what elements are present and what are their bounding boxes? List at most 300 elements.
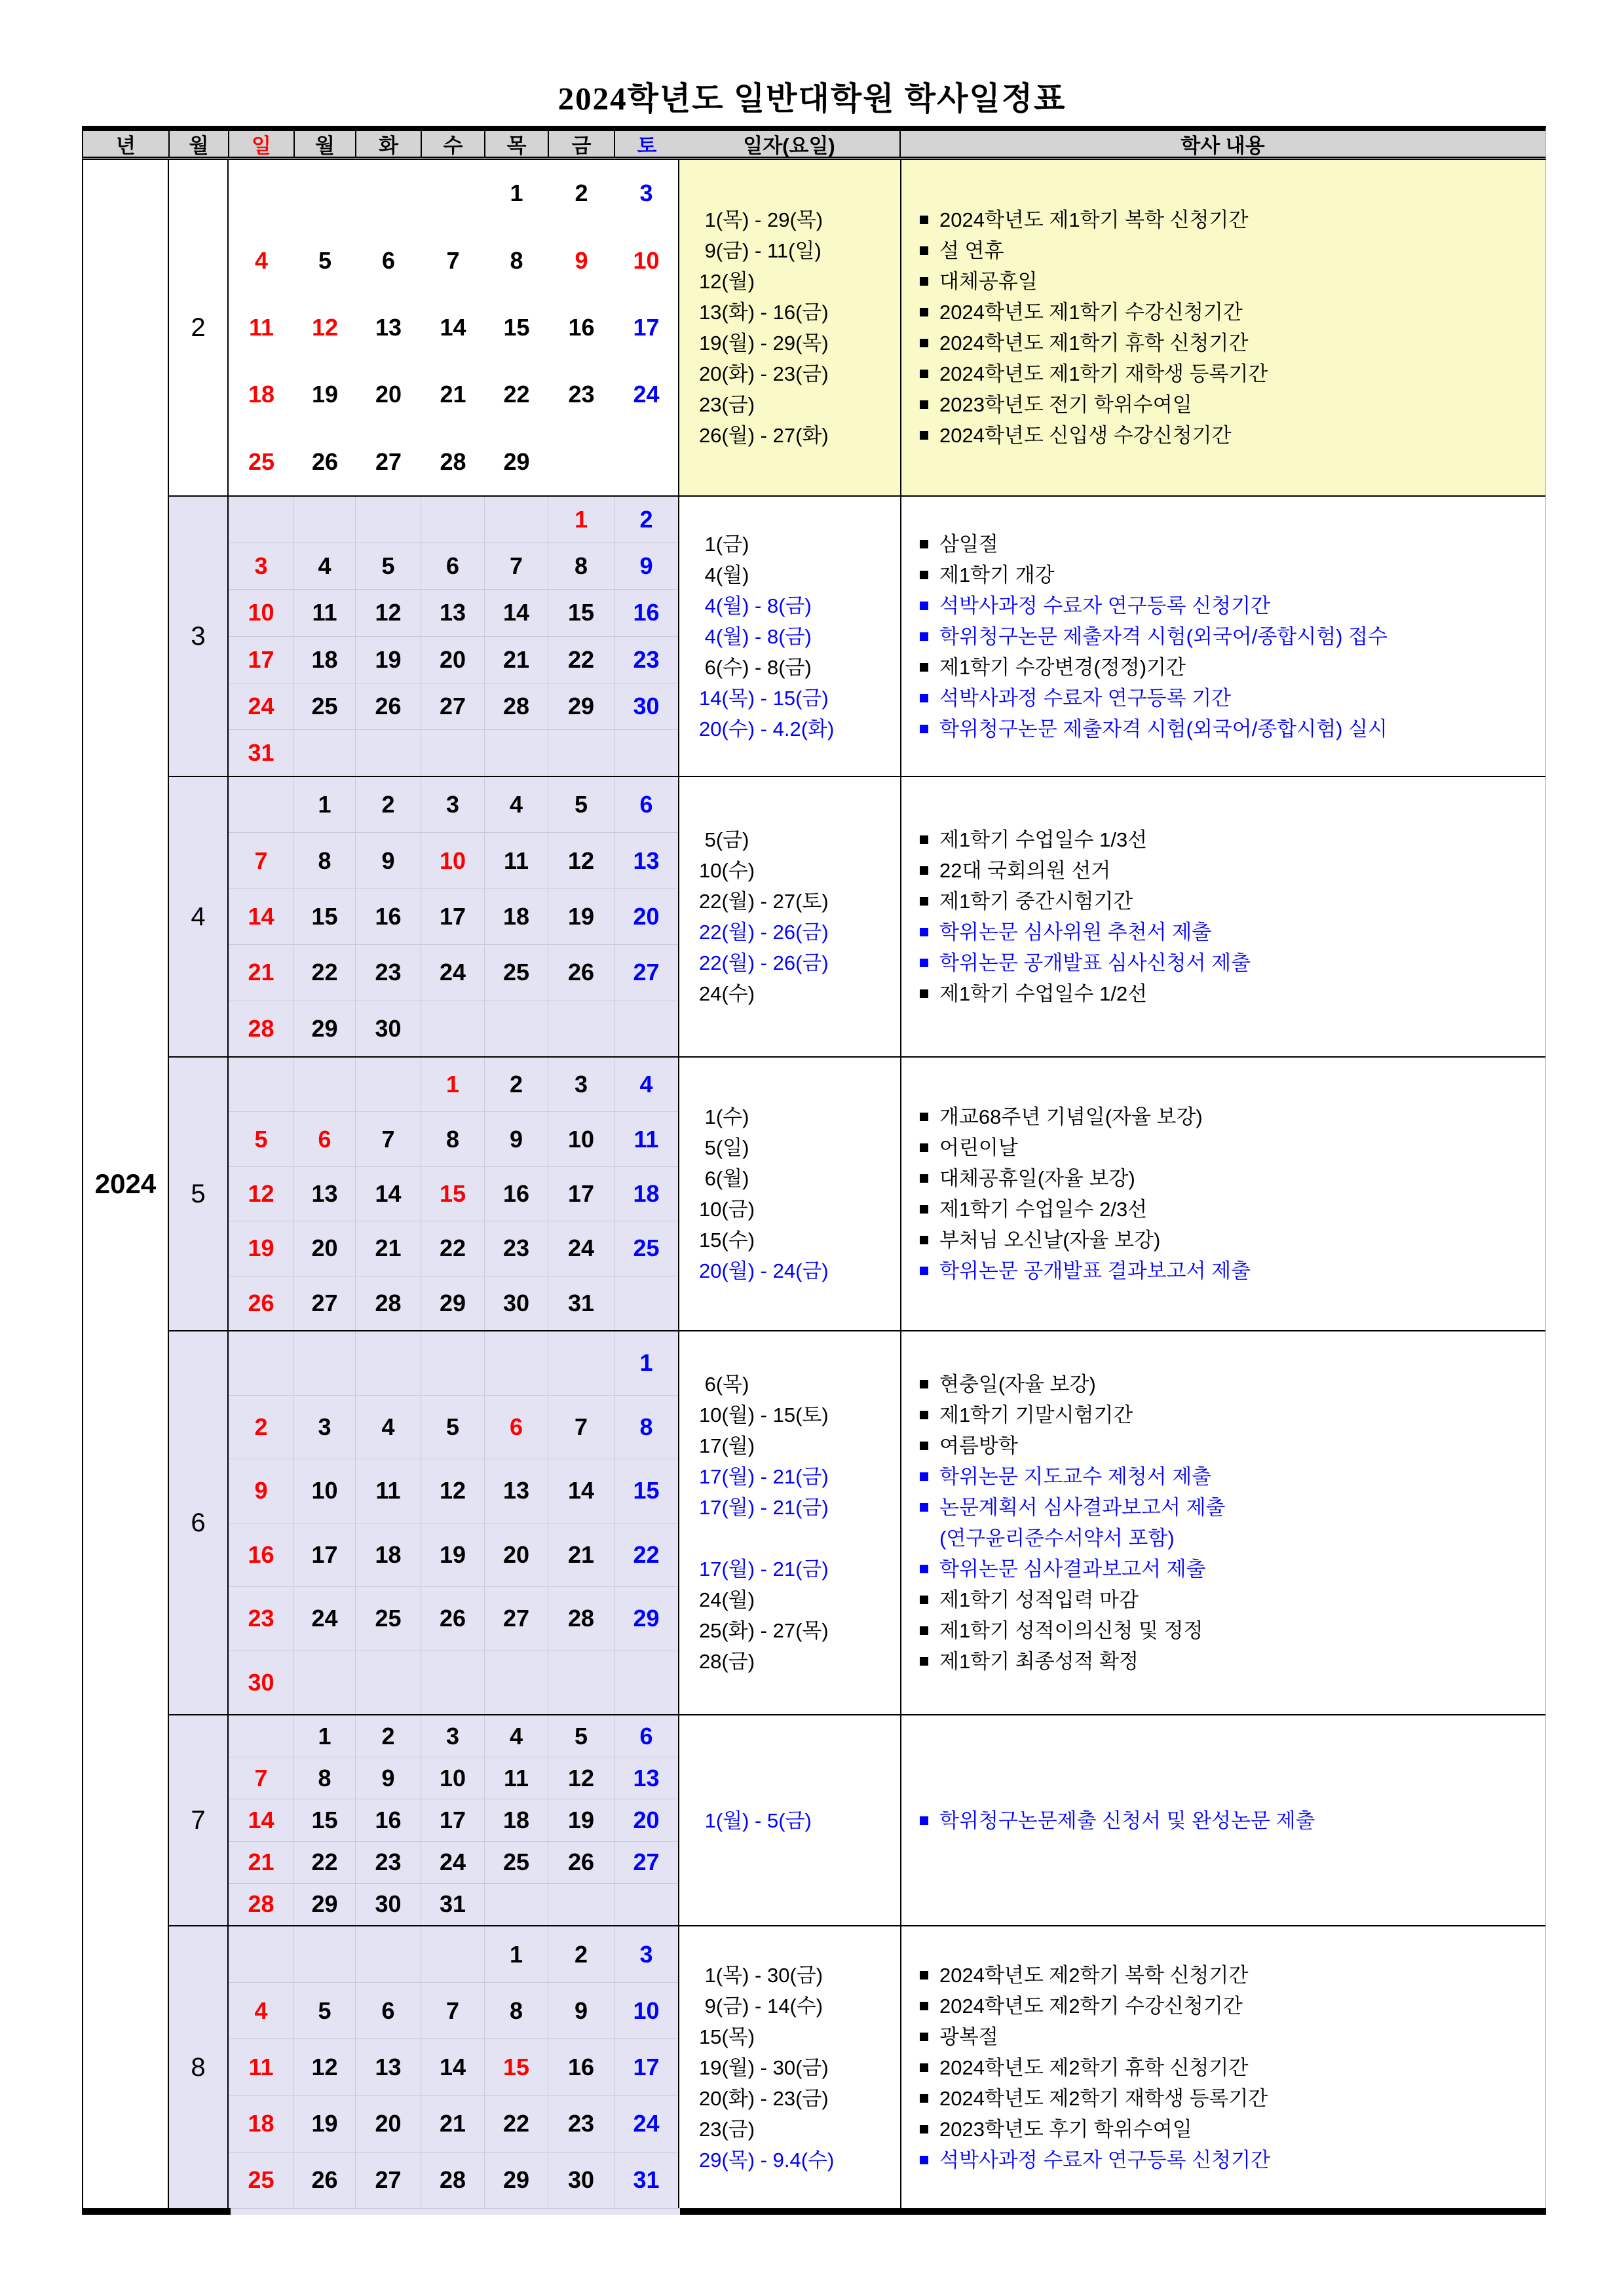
day-cell: 23 [485,1221,548,1275]
event-item [920,1584,1545,1615]
date-item: 6(수) - 8(금) [699,655,812,679]
day-cell: 9 [356,1757,421,1799]
day-cell [229,1715,294,1757]
bullet-square-icon [920,2002,928,2010]
week-row [229,1276,678,1330]
day-cell: 15 [294,1799,356,1841]
day-cell [229,497,294,543]
day-cell: 4 [229,1983,294,2038]
day-cell [294,1331,356,1395]
day-cell: 26 [548,1842,614,1883]
day-cell [421,730,485,776]
day-cell: 26 [356,683,421,729]
date-item: 20(화) - 23(금) [699,2086,829,2110]
day-cell [614,1884,678,1925]
day-cell: 8 [639,1413,653,1440]
day-cell: 12 [548,1757,614,1799]
day-cell: 30 [229,1651,294,1715]
date-item-spacer [699,1523,900,1554]
day-cell: 24 [421,1842,485,1883]
day-cell [485,1001,548,1056]
day-cell: 3 [639,180,653,207]
event-text: 학위논문 지도교수 제청서 제출 [939,1465,1212,1488]
day-cell: 11 [485,1757,548,1799]
header-weekday-4: 목 [485,131,549,157]
day-cell [614,1651,678,1715]
day-cell: 15 [421,1167,485,1221]
event-item [920,2052,1545,2083]
day-cell: 20 [421,637,485,683]
bottom-border-right [680,2208,1546,2215]
day-cell: 4 [254,246,269,274]
day-cell: 28 [229,1001,294,1056]
date-list [678,497,900,776]
day-cell: 20 [356,2096,421,2152]
day-cell [229,1926,294,1982]
day-cell [356,497,421,543]
day-cell: 21 [485,637,548,683]
event-item [920,1430,1545,1461]
day-cell: 18 [248,381,275,408]
day-cell: 20 [633,1807,660,1833]
day-cell: 28 [356,1276,421,1330]
day-cell [614,730,678,776]
date-list [678,1715,900,1925]
event-item [920,947,1545,978]
bullet-square-icon [920,1971,928,1980]
bullet-square-icon [920,1657,928,1666]
day-cell: 2 [575,180,588,207]
day-cell: 6 [421,543,485,589]
day-cell: 12 [356,590,421,636]
bullet-square-icon [920,2125,928,2133]
event-text: 2024학년도 제1학기 재학생 등록기간 [939,362,1268,385]
date-item: 9(금) - 11(일) [699,239,821,262]
week-row [229,2039,678,2095]
day-cell: 25 [294,683,356,729]
event-text: 개교68주년 기념일(자율 보강) [939,1105,1203,1128]
header-weekday-5: 금 [549,131,615,157]
day-cell: 16 [356,1799,421,1841]
bullet-square-icon [920,1205,928,1214]
day-cell: 21 [548,1523,614,1587]
date-item: 10(금) [699,1198,755,1221]
week-row [229,1842,678,1884]
day-cell: 20 [294,1221,356,1275]
day-cell: 29 [294,1884,356,1925]
day-cell: 5 [548,777,614,832]
day-cell: 28 [421,2152,485,2208]
day-cell: 30 [633,692,660,719]
week-row [229,2096,678,2152]
day-cell: 16 [356,889,421,944]
bullet-square-icon [920,602,928,610]
day-cell: 29 [503,448,530,475]
month-number: 6 [169,1331,229,1714]
day-cell: 19 [356,637,421,683]
date-item: 6(월) [699,1167,749,1190]
day-cell: 11 [294,590,356,636]
date-item: 12(월) [699,270,755,293]
day-cell [294,1058,356,1111]
month-row-4 [169,777,1545,1058]
event-text: 현충일(자율 보강) [939,1373,1096,1396]
day-cell: 13 [633,1764,660,1791]
date-list [678,160,900,495]
day-cell: 4 [294,543,356,589]
bullet-square-icon [920,632,928,641]
event-text: 제1학기 기말시험기간 [939,1404,1133,1426]
week-row [229,945,678,1001]
month-row-7 [169,1715,1545,1926]
day-cell [548,730,614,776]
day-cell: 5 [356,543,421,589]
date-item: 15(목) [699,2025,755,2048]
event-item [920,2083,1545,2114]
event-item [920,1132,1545,1163]
day-cell: 18 [229,2096,294,2152]
day-cell [614,1001,678,1056]
week-row [229,1926,678,1983]
day-cell: 21 [440,381,466,408]
day-cell: 19 [311,381,339,408]
event-item [920,1101,1545,1132]
day-cell: 26 [311,448,339,475]
day-cell: 14 [421,2039,485,2095]
event-list [900,1058,1545,1330]
event-item [920,1960,1545,1991]
week-row [229,833,678,889]
event-text: 제1학기 수업일수 1/2선 [939,982,1148,1005]
day-cell: 7 [229,1757,294,1799]
event-text: 학위논문 심사위원 추천서 제출 [939,921,1212,944]
day-cell: 1 [485,1926,548,1982]
event-item [920,886,1545,917]
month-number: 7 [169,1715,229,1925]
event-text: 제1학기 수업일수 2/3선 [939,1198,1148,1221]
header-date-col: 일자(요일) [679,131,901,157]
week-row [229,1396,678,1460]
day-cell: 11 [485,833,548,888]
month-number: 4 [169,777,229,1056]
date-item: 1(월) - 5(금) [699,1808,812,1832]
day-cell [614,1276,678,1330]
date-item: 17(월) - 21(금) [699,1558,829,1580]
bullet-square-icon [920,694,928,702]
day-cell: 9 [575,246,588,274]
day-cell [614,429,678,495]
day-cell: 29 [294,1001,356,1056]
bullet-square-icon [920,571,928,579]
day-cell: 24 [548,1221,614,1275]
day-cell: 9 [229,1459,294,1523]
month-number: 5 [169,1058,229,1330]
event-text-continued: (연구윤리준수서약서 포함) [939,1527,1175,1550]
day-cell: 12 [229,1167,294,1221]
month-calendar-grid [229,1331,678,1714]
day-cell: 25 [485,945,548,1000]
event-text: 석박사과정 수료자 연구등록 신청기간 [939,2148,1270,2172]
event-item [920,358,1545,389]
event-text: 2024학년도 제1학기 수강신청기간 [939,301,1243,324]
day-cell: 1 [639,1349,653,1377]
day-cell: 14 [356,1167,421,1221]
day-cell [548,429,614,495]
day-cell [356,1926,421,1982]
event-list [900,1715,1545,1925]
event-list [900,1331,1545,1714]
day-cell: 13 [421,590,485,636]
day-cell [548,1651,614,1715]
date-item: 24(수) [699,982,755,1005]
day-cell [229,1058,294,1111]
bullet-square-icon [920,725,928,733]
bullet-square-icon [920,1380,928,1388]
event-item [920,529,1545,560]
event-item [920,2145,1545,2175]
week-row [229,1715,678,1757]
date-item: 4(월) [699,563,749,586]
day-cell: 2 [356,777,421,832]
bullet-square-icon [920,540,928,548]
day-cell: 9 [639,552,653,580]
event-item [920,917,1545,947]
day-cell: 13 [375,314,402,341]
bullet-square-icon [920,400,928,409]
event-item [920,652,1545,683]
day-cell: 26 [229,1276,294,1330]
day-cell: 13 [294,1167,356,1221]
day-cell: 27 [356,2152,421,2208]
day-cell: 8 [485,1983,548,2038]
day-cell: 11 [633,1125,659,1153]
day-cell: 22 [294,1842,356,1883]
week-row [229,160,678,227]
event-text: 제1학기 성적이의신청 및 정정 [939,1619,1203,1642]
event-item [920,2114,1545,2145]
event-item [920,683,1545,714]
event-text: 광복절 [939,2025,998,2048]
day-cell: 5 [294,1983,356,2038]
date-item: 22(월) - 27(토) [699,890,829,913]
day-cell: 17 [229,637,294,683]
day-cell: 5 [421,1396,485,1459]
bullet-square-icon [920,989,928,998]
week-row [229,1884,678,1925]
event-item [920,266,1545,297]
event-text: 제1학기 성적입력 마감 [939,1588,1139,1611]
day-cell: 13 [356,2039,421,2095]
header-weekday-2: 화 [356,131,422,157]
date-item: 19(월) - 30(금) [699,2056,829,2079]
date-item: 20(월) - 24(금) [699,1259,829,1282]
day-cell: 23 [356,1842,421,1883]
event-text: 석박사과정 수료자 연구등록 기간 [939,686,1232,710]
day-cell: 28 [440,448,466,475]
event-list [900,777,1545,1056]
month-calendar-grid [229,497,678,776]
day-cell: 14 [229,889,294,944]
bullet-square-icon [920,897,928,906]
day-cell: 24 [229,683,294,729]
day-cell: 21 [229,945,294,1000]
day-cell: 17 [294,1523,356,1587]
date-item: 1(목) - 30(금) [699,1963,823,1987]
day-cell: 15 [503,314,530,341]
day-cell: 10 [421,1757,485,1799]
day-cell: 17 [633,2054,660,2080]
day-cell: 5 [229,1112,294,1166]
event-item [920,621,1545,652]
day-cell: 8 [421,1112,485,1166]
day-cell [421,1651,485,1715]
bullet-square-icon [920,370,928,378]
bullet-square-icon [920,277,928,286]
event-text: 대체공휴일 [939,270,1038,293]
event-text: 어린이날 [939,1136,1018,1159]
event-item [920,1991,1545,2021]
day-cell: 19 [548,889,614,944]
event-item [920,420,1545,451]
event-text: 학위청구논문제출 신청서 및 완성논문 제출 [939,1808,1315,1832]
day-cell: 9 [548,1983,614,2038]
event-list [900,160,1545,495]
date-item: 19(월) - 29(목) [699,332,829,354]
day-cell: 10 [633,1997,660,2024]
day-cell [229,1331,294,1395]
event-text: 제1학기 중간시험기간 [939,890,1133,913]
bullet-square-icon [920,959,928,967]
day-cell: 13 [633,847,660,874]
day-cell: 16 [548,2039,614,2095]
day-cell [294,1651,356,1715]
day-cell [485,1331,548,1395]
day-cell: 22 [633,1540,660,1568]
day-cell: 22 [548,637,614,683]
day-cell: 10 [229,590,294,636]
day-cell [229,777,294,832]
day-cell: 8 [510,246,523,274]
day-cell [356,730,421,776]
day-cell: 6 [294,1112,356,1166]
date-item: 9(금) - 14(수) [699,1994,823,2018]
day-cell: 27 [375,448,402,475]
event-item [920,1400,1545,1430]
day-cell [421,1926,485,1982]
day-cell: 6 [639,791,653,818]
month-number: 3 [169,497,229,776]
date-item: 23(금) [699,2117,755,2141]
table-body [82,160,1546,2208]
day-cell: 17 [421,889,485,944]
month-row-8 [169,1926,1545,2208]
day-cell: 1 [548,497,614,543]
day-cell [485,730,548,776]
day-cell: 17 [633,314,660,341]
date-list [678,1331,900,1714]
week-row [229,497,678,543]
bullet-square-icon [920,1442,928,1450]
day-cell: 24 [421,945,485,1000]
day-cell: 14 [229,1799,294,1841]
bullet-square-icon [920,2033,928,2041]
event-item [920,824,1545,855]
date-item: 1(금) [699,532,749,556]
bullet-square-icon [920,835,928,844]
year-cell: 2024 [83,160,169,2208]
bullet-square-icon [920,1472,928,1481]
day-cell: 27 [294,1276,356,1330]
day-cell: 12 [421,1459,485,1523]
date-item: 14(목) - 15(금) [699,686,829,710]
day-cell: 19 [548,1799,614,1841]
day-cell: 22 [421,1221,485,1275]
event-text: 부처님 오신날(자율 보강) [939,1229,1161,1252]
event-item [920,1163,1545,1194]
day-cell: 29 [421,1276,485,1330]
day-cell: 2 [229,1396,294,1459]
bullet-square-icon [920,246,928,255]
month-calendar-grid [229,1926,678,2208]
day-cell: 23 [633,645,660,673]
day-cell: 17 [421,1799,485,1841]
header-weekdays [229,131,679,157]
day-cell: 8 [548,543,614,589]
date-list [678,1058,900,1330]
day-cell: 4 [485,1715,548,1757]
day-cell: 27 [633,959,660,986]
day-cell: 3 [639,1940,653,1968]
bullet-square-icon [920,1174,928,1183]
day-cell: 16 [229,1523,294,1587]
day-cell: 4 [639,1071,653,1098]
bullet-square-icon [920,1503,928,1512]
date-list [678,777,900,1056]
day-cell: 3 [548,1058,614,1111]
day-cell: 7 [548,1396,614,1459]
day-cell: 12 [311,314,339,341]
day-cell [356,160,421,227]
day-cell: 8 [294,1757,356,1799]
week-row [229,1331,678,1396]
day-cell [548,1884,614,1925]
day-cell: 4 [485,777,548,832]
day-cell: 24 [633,2110,660,2137]
event-item [920,978,1545,1009]
bullet-square-icon [920,2156,928,2164]
day-cell: 17 [548,1167,614,1221]
bullet-square-icon [920,216,928,224]
event-list [900,497,1545,776]
day-cell: 22 [485,2096,548,2152]
event-text: 여름방학 [939,1434,1018,1457]
day-cell [548,1001,614,1056]
week-row [229,1983,678,2039]
day-cell: 16 [485,1167,548,1221]
months-body [169,160,1545,2208]
day-cell: 31 [633,2166,660,2194]
day-cell: 16 [633,599,660,626]
day-cell: 10 [421,833,485,888]
event-item [920,1225,1545,1255]
event-text: 학위청구논문 제출자격 시험(외국어/종합시험) 실시 [939,717,1388,740]
event-item [920,1369,1545,1400]
date-item: 22(월) - 26(금) [699,921,829,944]
event-item [920,1615,1545,1646]
day-cell: 27 [633,1848,660,1876]
date-list [678,1926,900,2208]
day-cell: 12 [294,2039,356,2095]
